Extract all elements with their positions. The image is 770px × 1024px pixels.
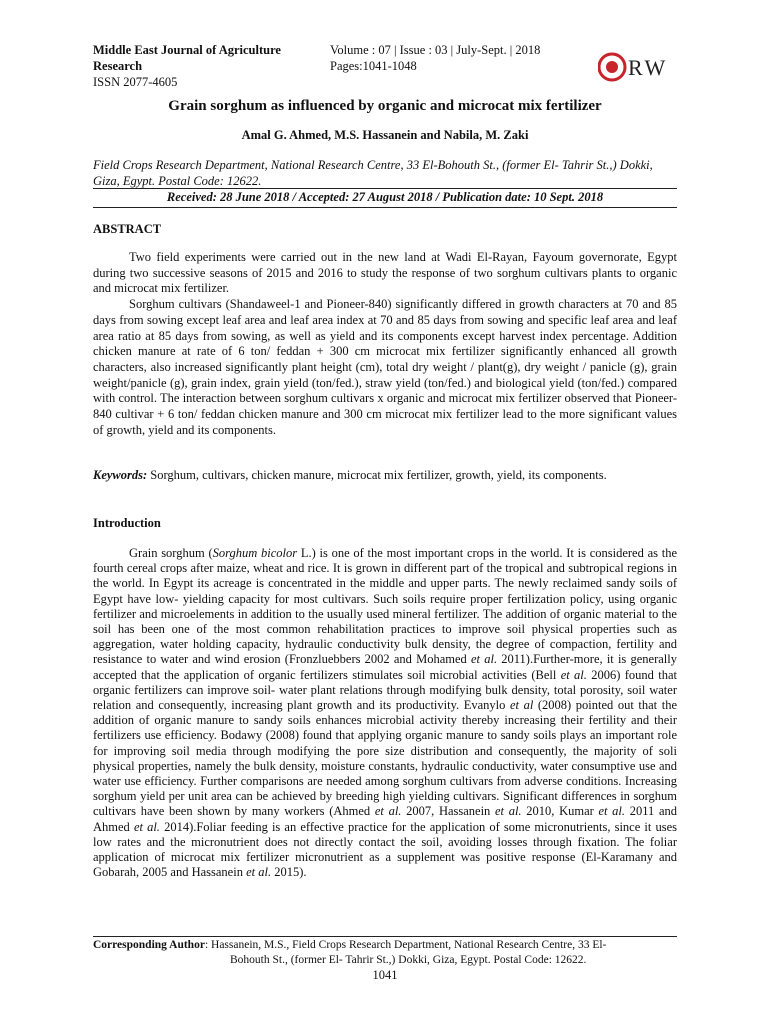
corresponding-author-line-1 (93, 938, 677, 953)
intro-text: 2015). (271, 865, 307, 880)
pages-line: Pages:1041-1048 (330, 59, 417, 73)
corresponding-author-text: : Hassanein, M.S., Field Crops Research Department, National Research Centre, 33 El- (204, 939, 607, 951)
abstract-paragraph-1: Two field experiments were carried out in the new land at Wadi El-Rayan, Fayoum governorate, Egypt during two successive seasons of 2015 and 2016 to study the response of two sorghum cultivars plants to organic and microcat mix fertilizer. (93, 250, 677, 296)
keywords-text: Sorghum, cultivars, chicken manure, microcat mix fertilizer, growth, yield, its components. (150, 468, 607, 482)
intro-et-al: et al. (471, 652, 498, 667)
keywords-label: Keywords: (93, 468, 148, 482)
issn: ISSN 2077-4605 (93, 75, 178, 89)
svg-text:RW: RW (628, 55, 669, 80)
intro-et-al: et al. (560, 667, 587, 682)
intro-species-name: Sorghum bicolor (212, 546, 298, 560)
corresponding-author-label: Corresponding Author (93, 939, 205, 951)
intro-et-al: et al. (246, 865, 272, 880)
journal-info (93, 42, 318, 90)
corresponding-author (93, 938, 677, 967)
journal-name: Middle East Journal of Agriculture Research (93, 43, 281, 73)
crw-logo (598, 48, 678, 86)
abstract-paragraph-2: Sorghum cultivars (Shandaweel-1 and Pioneer-840) significantly differed in growth characters at 70 and 85 days from sowing except leaf area and leaf area index at 70 and 85 days from sowing and specific leaf area and leaf area ratio at 85 days from sowing, as well as yield and its components except harvest index percentage. Addition chicken manure at rate of 6 ton/ feddan + 300 cm microcat mix fertilizer significantly enhanced all growth characters, also increased significantly plant height (cm), total dry weight / plant(g), dry weight / panicle (g), grain weight/panicle (g), grain index, grain yield (ton/fed.), straw yield (ton/fed.) and biological yield (ton/fed.) compared with control. The interaction between sorghum cultivars x organic and microcat mix fertilizer observed that Pioneer-840 cultivar + 6 ton/ feddan chicken manure and 300 cm microcat mix fertilizer lead to the more significant values of growth, yield and its components. (93, 297, 677, 437)
intro-et-al: et al. (374, 804, 402, 819)
article-title: Grain sorghum as influenced by organic and microcat mix fertilizer (168, 98, 602, 114)
intro-et-al: et al. (133, 819, 160, 834)
intro-text: 2006) found that organic fertilizers can improve soil- water plant relations through modifying bulk density, total porosity, soil water relation and consequently, increasing plant growth and its productivity. Evanylo (93, 667, 677, 713)
intro-text: 2014).Foliar feeding is an effective practice for the application of some micronutrients, since it uses low rates and the micronutrient does not directly contact the soil, avoiding losses through fixation. The foliar application of microcat mix fertilizer micronutrient as a supplement was positive response (El-Karamany and Gobarah, 2005 and Hassanein (93, 819, 677, 880)
intro-et-al: et al. (495, 804, 522, 819)
publication-dates: Received: 28 June 2018 / Accepted: 27 August 2018 / Publication date: 10 Sept. 2018 (166, 190, 604, 204)
corresponding-author-line-2: Bohouth St., (former El- Tahrir St.,) Dokki, Giza, Egypt. Postal Code: 12622. (230, 953, 587, 966)
abstract-heading: ABSTRACT (93, 222, 162, 236)
abstract-body (93, 250, 677, 438)
intro-text: 2007, Hassanein (401, 804, 495, 819)
intro-text: 2011).Further-more, it is generally accepted that the application of organic fertilizers stimulates soil microbial activities (Bell (93, 652, 677, 682)
journal-header (93, 42, 683, 92)
intro-text: L.) is one of the most important crops in the world. It is considered as the fourth cereal crops after maize, wheat and rice. It is grown in different part of the tropical and subtropical regions in the world. In Egypt its acreage is concentrated in the middle and upper parts. The newly reclaimed sandy soils of Egypt have low- yielding capacity for most cultivars. Such soils require proper fertilization policy, using organic fertilizer and microelements in addition to the usually used mineral fertilizer. The addition of organic material to the soil has been one of the most common rehabilitation practices to improve soil physical properties such as aggregation, water holding capacity, hydraulic conductivity bulk density, the degree of compaction, fertility and resistance to water and wind erosion (Fronzluebbers 2002 and Mohamed (93, 546, 677, 667)
intro-text: Grain sorghum ( (129, 546, 213, 560)
intro-text: 2011 and Ahmed (93, 804, 677, 834)
divider-top (93, 188, 677, 189)
volume-info (330, 42, 590, 74)
introduction-paragraph (93, 546, 677, 880)
volume-line: Volume : 07 | Issue : 03 | July-Sept. | 2018 (330, 43, 541, 57)
intro-et-al: et al (509, 698, 534, 713)
introduction-body (93, 546, 677, 880)
page-number: 1041 (372, 968, 398, 982)
article-authors: Amal G. Ahmed, M.S. Hassanein and Nabila, M. Zaki (241, 128, 529, 142)
footer-divider (93, 936, 677, 937)
author-affiliation: Field Crops Research Department, National Research Centre, 33 El-Bohouth St., (former El- Tahrir St.,) Dokki, Giza, Egypt. Postal Code: 12622. (93, 158, 653, 188)
introduction-heading: Introduction (93, 516, 161, 530)
intro-text: 2010, Kumar (521, 804, 599, 819)
intro-text: (2008) pointed out that the addition of organic manure to sandy soils enhances microbial activity thereby increasing their fertility and their fertilizers use efficiency. Bodawy (2008) found that applying organic manure to sandy soils plays an important role for improving soil media through modifying the pore size distribution and consequently, the majority of soli physical properties, namely the bulk density, moisture constants, hydraulic conductivity, water consumptive use and water use efficiency. Further comparisons are needed among sorghum cultivars from adverse conditions. Increasing sorghum yield per unit area can be achieved by breeding high yielding cultivars. Significant differences in sorghum cultivars have been shown by many workers (Ahmed (93, 698, 678, 819)
intro-et-al: et al. (598, 804, 626, 819)
keywords (93, 468, 677, 484)
divider-bottom (93, 207, 677, 208)
